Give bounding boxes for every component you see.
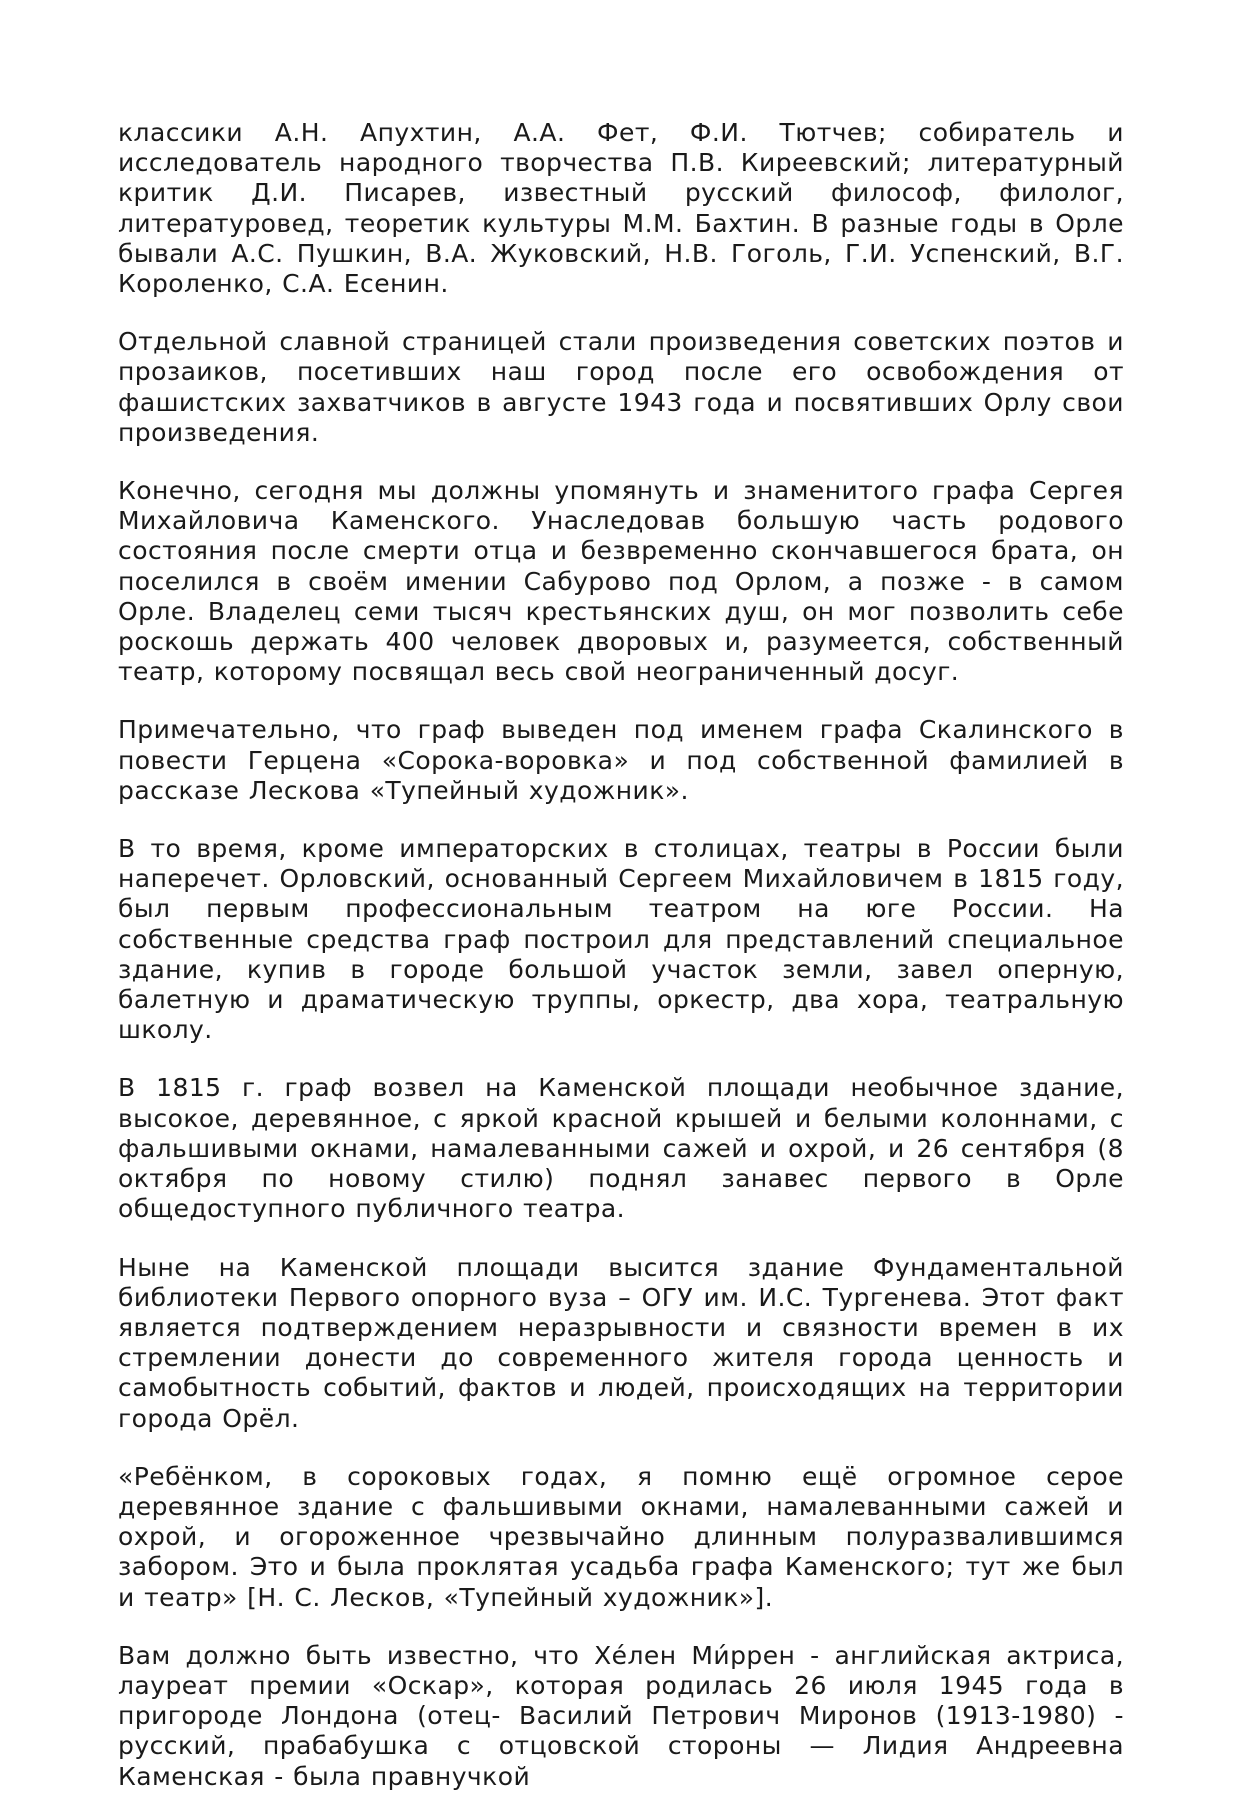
document-page — [118, 118, 1124, 1820]
paragraph: Отдельной славной страницей стали произведения советских поэтов и прозаиков, посетивших наш город после его освобождения от фашистских захватчиков в августе 1943 года и посвятивших Орлу свои произведения. — [118, 327, 1124, 447]
paragraph: Конечно, сегодня мы должны упомянуть и знаменитого графа Сергея Михайловича Каменского. Унаследовав большую часть родового состояния после смерти отца и безвременно скончавшегося брата, он поселился в своём имении Сабурово под Орлом, а позже - в самом Орле. Владелец семи тысяч крестьянских душ, он мог позволить себе роскошь держать 400 человек дворовых и, разумеется, собственный театр, которому посвящал весь свой неограниченный досуг. — [118, 476, 1124, 687]
paragraph: «Ребёнком, в сороковых годах, я помню ещё огромное серое деревянное здание с фальшивыми окнами, намалеванными сажей и охрой, и огороженное чрезвычайно длинным полуразвалившимся забором. Это и была проклятая усадьба графа Каменского; тут же был и театр» [Н. С. Лесков, «Тупейный художник»]. — [118, 1461, 1124, 1612]
paragraph: Ныне на Каменской площади высится здание Фундаментальной библиотеки Первого опорного вуза – ОГУ им. И.С. Тургенева. Этот факт является подтверждением неразрывности и связности времен в их стремлении донести до современного жителя города ценность и самобытность событий, фактов и людей, происходящих на территории города Орёл. — [118, 1252, 1124, 1433]
paragraph: Примечательно, что граф выведен под именем графа Скалинского в повести Герцена «Сорока-воровка» и под собственной фамилией в рассказе Лескова «Тупейный художник». — [118, 715, 1124, 805]
paragraph: В то время, кроме императорских в столицах, театры в России были наперечет. Орловский, основанный Сергеем Михайловичем в 1815 году, был первым профессиональным театром на юге России. На собственные средства граф построил для представлений специальное здание, купив в городе большой участок земли, завел оперную, балетную и драматическую труппы, оркестр, два хора, театральную школу. — [118, 834, 1124, 1045]
paragraph: В 1815 г. граф возвел на Каменской площади необычное здание, высокое, деревянное, с яркой красной крышей и белыми колоннами, с фальшивыми окнами, намалеванными сажей и охрой, и 26 сентября (8 октября по новому стилю) поднял занавес первого в Орле общедоступного публичного театра. — [118, 1073, 1124, 1224]
paragraph: классики А.Н. Апухтин, А.А. Фет, Ф.И. Тютчев; собиратель и исследователь народного творчества П.В. Киреевский; литературный критик Д.И. Писарев, известный русский философ, филолог, литературовед, теоретик культуры М.М. Бахтин. В разные годы в Орле бывали А.С. Пушкин, В.А. Жуковский, Н.В. Гоголь, Г.И. Успенский, В.Г. Короленко, С.А. Есенин. — [118, 118, 1124, 299]
paragraph: Вам должно быть известно, что Хе́лен Ми́ррен - английская актриса, лауреат премии «Оскар», которая родилась 26 июля 1945 года в пригороде Лондона (отец- Василий Петрович Миронов (1913-1980) - русский, прабабушка с отцовской стороны — Лидия Андреевна Каменская - была правнучкой — [118, 1640, 1124, 1791]
